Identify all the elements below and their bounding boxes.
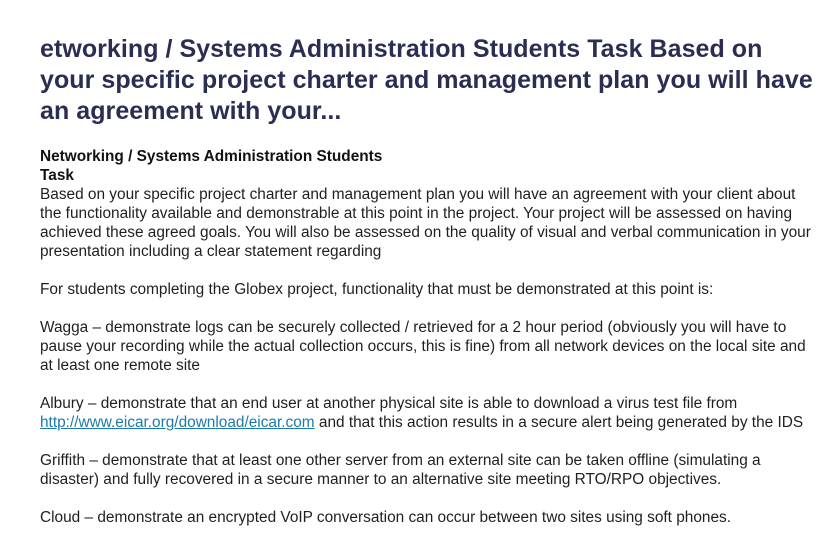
task-heading: Task bbox=[40, 167, 74, 184]
cloud-paragraph: Cloud – demonstrate an encrypted VoIP conversation can occur between two sites using soft phones. bbox=[40, 509, 731, 526]
document-body bbox=[40, 147, 820, 527]
intro-paragraph: Based on your specific project charter and management plan you will have an agreement with your client about the functionality available and demonstrable at this point in the project. Your project will be assessed on having achieved these agreed goals. You will also be assessed on the quality of visual and verbal communication in your presentation including a clear statement regarding bbox=[40, 186, 811, 260]
globex-paragraph: For students completing the Globex project, functionality that must be demonstrated at this point is: bbox=[40, 281, 714, 298]
eicar-link[interactable]: http://www.eicar.org/download/eicar.com bbox=[40, 414, 315, 431]
wagga-paragraph: Wagga – demonstrate logs can be securely collected / retrieved for a 2 hour period (obviously you will have to pause your recording while the actual collection occurs, this is fine) from all network devices on the local site and at least one remote site bbox=[40, 319, 806, 374]
albury-text-start: Albury – demonstrate that an end user at another physical site is able to download a virus test file from bbox=[40, 395, 738, 412]
albury-text-end: and that this action results in a secure alert being generated by the IDS bbox=[314, 414, 804, 431]
document bbox=[40, 34, 820, 546]
page-title: etworking / Systems Administration Students Task Based on your specific project charter and management plan you will have an agreement with your... bbox=[40, 35, 813, 125]
griffith-paragraph: Griffith – demonstrate that at least one other server from an external site can be taken offline (simulating a disaster) and fully recovered in a secure manner to an alternative site meeting RTO/RPO objectives. bbox=[40, 452, 761, 488]
albury-paragraph bbox=[40, 394, 820, 432]
section-heading: Networking / Systems Administration Students bbox=[40, 148, 383, 165]
